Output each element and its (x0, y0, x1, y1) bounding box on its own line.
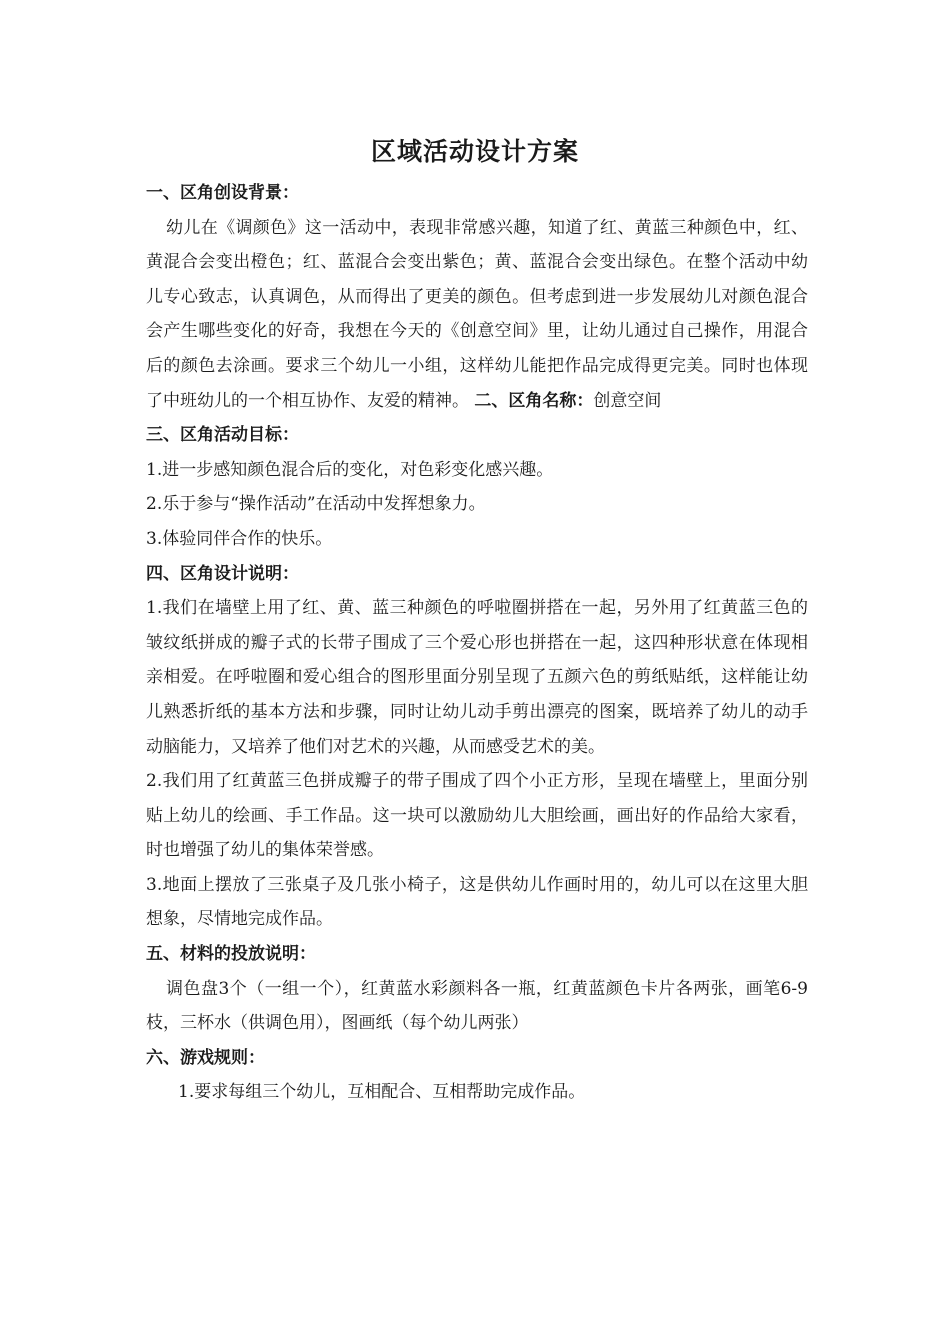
background-paragraph: 幼儿在《调颜色》这一活动中，表现非常感兴趣，知道了红、黄蓝三种颜色中，红、黄混合会变出橙色；红、蓝混合会变出紫色；黄、蓝混合会变出绿色。在整个活动中幼儿专心致志，认真调色，从而得出了更美的颜色。但考虑到进一步发展幼儿对颜色混合会产生哪些变化的好奇，我想在今天的《创意空间》里，让幼儿通过自己操作，用混合后的颜色去涂画。要求三个幼儿一小组，这样幼儿能把作品完成得更完美。同时也体现了中班幼儿的一个相互协作、友爱的精神。 (146, 217, 808, 411)
design-item: 2.我们用了红黄蓝三色拼成瓣子的带子围成了四个小正方形，呈现在墙壁上，里面分别贴上幼儿的绘画、手工作品。这一块可以激励幼儿大胆绘画，画出好的作品给大家看，时也增强了幼儿的集体荣誉感。 (146, 771, 808, 861)
section-heading-background: 一、区角创设背景： (146, 183, 299, 203)
goal-item: 1.进一步感知颜色混合后的变化，对色彩变化感兴趣。 (146, 459, 554, 480)
document-body (146, 176, 808, 1110)
goal-item: 2.乐于参与“操作活动”在活动中发挥想象力。 (146, 494, 486, 515)
section-name-text: 创意空间 (593, 390, 662, 411)
rule-item: 1.要求每组三个幼儿，互相配合、互相帮助完成作品。 (178, 1082, 586, 1103)
section-heading-design: 四、区角设计说明： (146, 563, 299, 584)
section-heading-rules: 六、游戏规则： (146, 1047, 265, 1068)
section-background-text (146, 211, 808, 419)
materials-text: 调色盘3个（一组一个），红黄蓝水彩颜料各一瓶，红黄蓝颜色卡片各两张，画笔6-9枝，三杯水（供调色用），图画纸（每个幼儿两张） (146, 978, 808, 1034)
section-heading-materials: 五、材料的投放说明： (146, 944, 316, 965)
design-item: 1.我们在墙壁上用了红、黄、蓝三种颜色的呼啦圈拼搭在一起，另外用了红黄蓝三色的皱纹纸拼成的瓣子式的长带子围成了三个爱心形也拼搭在一起，这四种形状意在体现相亲相爱。在呼啦圈和爱心组合的图形里面分别呈现了五颜六色的剪纸贴纸，这样能让幼儿熟悉折纸的基本方法和步骤，同时让幼儿动手剪出漂亮的图案，既培养了幼儿的动手动脑能力，又培养了他们对艺术的兴趣，从而感受艺术的美。 (146, 598, 808, 757)
section-heading-goals: 三、区角活动目标： (146, 425, 299, 446)
goal-item: 3.体验同伴合作的快乐。 (146, 528, 333, 549)
design-item: 3.地面上摆放了三张桌子及几张小椅子，这是供幼儿作画时用的，幼儿可以在这里大胆想象，尽情地完成作品。 (146, 874, 808, 930)
section-heading-name: 二、区角名称： (474, 390, 594, 411)
document-title: 区域活动设计方案 (370, 137, 579, 166)
